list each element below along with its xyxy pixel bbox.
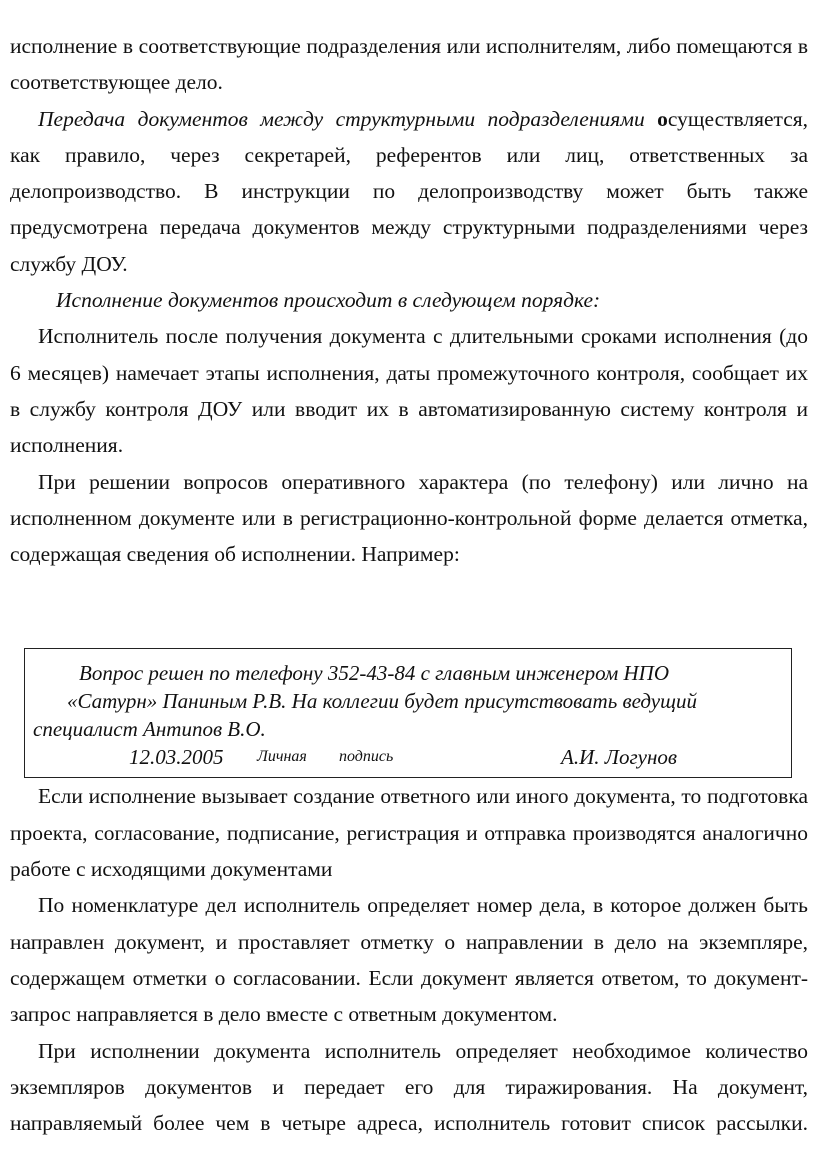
execution-mark-example bbox=[24, 648, 792, 778]
transfer-heading: Передача документов между структурными подразделениями bbox=[38, 106, 645, 131]
example-line-3: специалист Антипов В.О. bbox=[33, 717, 266, 742]
example-signer: А.И. Логунов bbox=[561, 745, 678, 770]
spacer bbox=[10, 572, 808, 648]
paragraph-response-document: Если исполнение вызывает создание ответного или иного документа, то подготовка проекта, согласование, подписание, регистрация и отправка производятся аналогично работе с исходящими документами bbox=[10, 784, 808, 882]
example-signature-line bbox=[33, 743, 777, 771]
document-page bbox=[10, 28, 808, 1141]
transfer-text: существляется, как правило, через секретарей, референтов или лиц, ответственных за делопроизводство. В инструкции по делопроизводству может быть также предусмотрена передача документов между структурными подразделениями через службу ДОУ. bbox=[10, 106, 808, 276]
signature-label-personal: Личная bbox=[257, 748, 307, 766]
signature-label-signature: подпись bbox=[339, 748, 394, 766]
example-line-1: Вопрос решен по телефону 352-43-84 с главным инженером НПО bbox=[79, 661, 669, 686]
example-date: 12.03.2005 bbox=[129, 745, 224, 770]
paragraph-executor-stages: Исполнитель после получения документа с длительными сроками исполнения (до 6 месяцев) намечает этапы исполнения, даты промежуточного контроля, сообщает их в службу контроля ДОУ или вводит их в автоматизированную систему контроля и исполнения. bbox=[10, 324, 808, 458]
paragraph-continuation: исполнение в соответствующие подразделения или исполнителям, либо помещаются в соответствующее дело. bbox=[10, 34, 808, 95]
paragraph-transfer bbox=[10, 101, 808, 282]
paragraph-operational-mark: При решении вопросов оперативного характера (по телефону) или лично на исполненном документе или в регистрационно-контрольной форме делается отметка, содержащая сведения об исполнении. Например: bbox=[10, 469, 808, 567]
execution-order-heading: Исполнение документов происходит в следующем порядке: bbox=[56, 288, 601, 313]
paragraph-copies: При исполнении документа исполнитель определяет необходимое количество экземпляров документов и передает его для тиражирования. На документ, направляемый более чем в четыре адреса, исполнитель готовит список рассылки. bbox=[10, 1038, 808, 1136]
paragraph-nomenclature: По номенклатуре дел исполнитель определяет номер дела, в которое должен быть направлен документ, и проставляет отметку о направлении в дело на экземпляре, содержащем отметки о согласовании. Если документ является ответом, то документ-запрос направляется в дело вместе с ответным документом. bbox=[10, 893, 808, 1027]
example-line-2: «Сатурн» Паниным Р.В. На коллегии будет присутствовать ведущий bbox=[67, 689, 697, 714]
transfer-bold-letter: о bbox=[657, 106, 668, 131]
